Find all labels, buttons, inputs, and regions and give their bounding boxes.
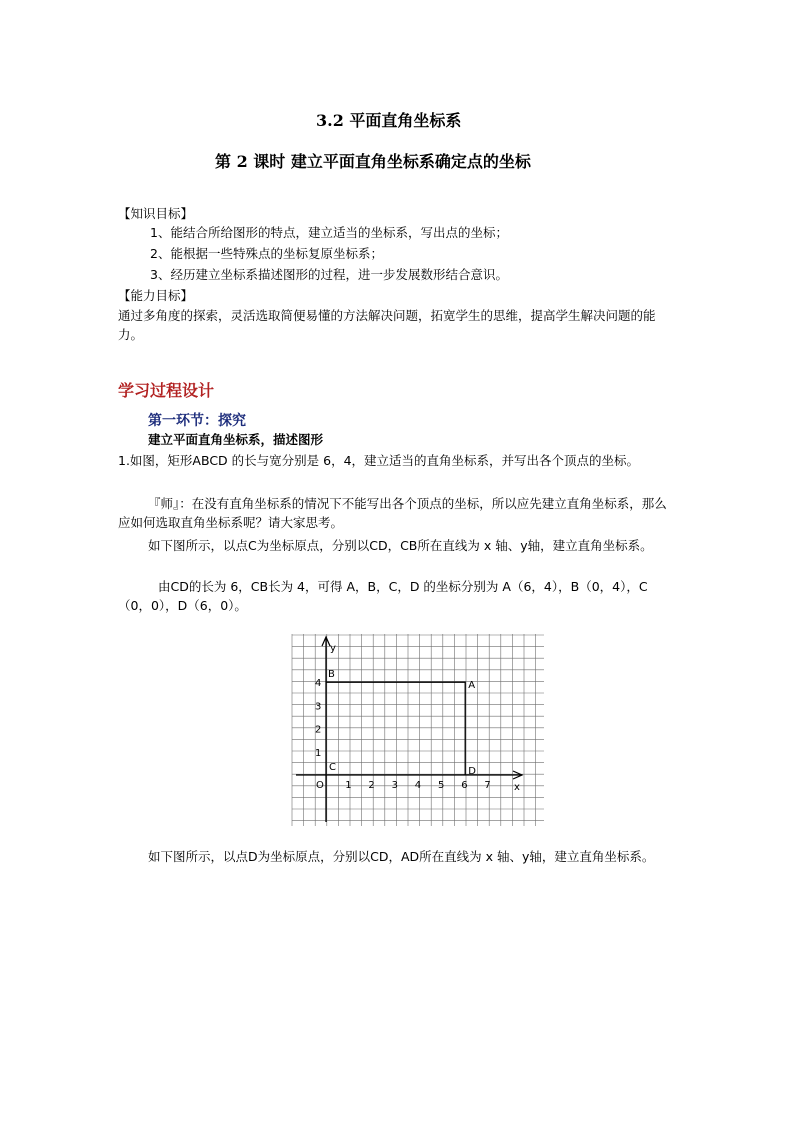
- x-tick-label: 5: [438, 780, 445, 791]
- origin-label: O: [316, 780, 324, 791]
- y-axis-label: y: [330, 643, 336, 654]
- result1-text: 由CD的长为 6，CB长为 4，可得 A，B，C，D 的坐标分别为 A（6，4），B（0，4），C（0，0），D（6，0）。: [118, 579, 648, 613]
- ability-heading: 【能力目标】: [118, 288, 194, 303]
- page-subtitle: 第 2 课时 建立平面直角坐标系确定点的坐标: [215, 152, 531, 171]
- knowledge-item-3: 3、经历建立坐标系描述图形的过程，进一步发展数形结合意识。: [150, 267, 508, 282]
- axes: [296, 637, 522, 822]
- y-tick-label: 1: [315, 747, 322, 759]
- y-tick-label: 3: [315, 701, 322, 713]
- step-title: 第一环节：探究: [148, 413, 246, 429]
- x-axis-label: x: [514, 782, 520, 793]
- step-subtitle: 建立平面直角坐标系，描述图形: [148, 432, 324, 447]
- coordinate-figure: [290, 632, 546, 828]
- ability-text: 通过多角度的探索，灵活选取简便易懂的方法解决问题，拓宽学生的思维，提高学生解决问题的能力。: [118, 308, 656, 342]
- grid: [292, 634, 544, 826]
- x-tick-label: 7: [484, 780, 491, 791]
- teacher-text: 『师』：在没有直角坐标系的情况下不能写出各个顶点的坐标，所以应先建立直角坐标系，那么应如何选取直角坐标系呢？请大家思考。: [118, 496, 667, 530]
- point-label-d: D: [468, 766, 476, 777]
- x-tick-label: 4: [414, 780, 422, 791]
- y-tick-label: 2: [315, 724, 322, 736]
- method1-text: 如下图所示，以点C为坐标原点，分别以CD，CB所在直线为 x 轴、y轴，建立直角坐标系。: [148, 538, 653, 553]
- point-label-c: C: [329, 762, 336, 773]
- knowledge-item-1: 1、能结合所给图形的特点，建立适当的坐标系，写出点的坐标；: [150, 225, 508, 240]
- knowledge-heading: 【知识目标】: [118, 206, 194, 221]
- method2-text: 如下图所示，以点D为坐标原点，分别以CD，AD所在直线为 x 轴、y轴，建立直角坐标系。: [148, 849, 655, 864]
- x-tick-label: 2: [368, 780, 375, 791]
- point-label-b: B: [328, 669, 335, 681]
- rectangle-abcd: [326, 682, 465, 775]
- design-heading: 学习过程设计: [118, 381, 215, 400]
- point-label-a: A: [468, 680, 476, 692]
- x-tick-label: 6: [461, 780, 468, 791]
- problem-text: 1.如图，矩形ABCD 的长与宽分别是 6，4，建立适当的直角坐标系，并写出各个顶点的坐标。: [118, 453, 640, 468]
- knowledge-item-2: 2、能根据一些特殊点的坐标复原坐标系；: [150, 246, 383, 261]
- page-title: 3.2 平面直角坐标系: [316, 111, 462, 130]
- rectangle-sides: [326, 682, 465, 775]
- x-tick-label: 1: [345, 780, 352, 791]
- y-tick-label: 4: [315, 678, 322, 690]
- x-tick-label: 3: [391, 780, 398, 791]
